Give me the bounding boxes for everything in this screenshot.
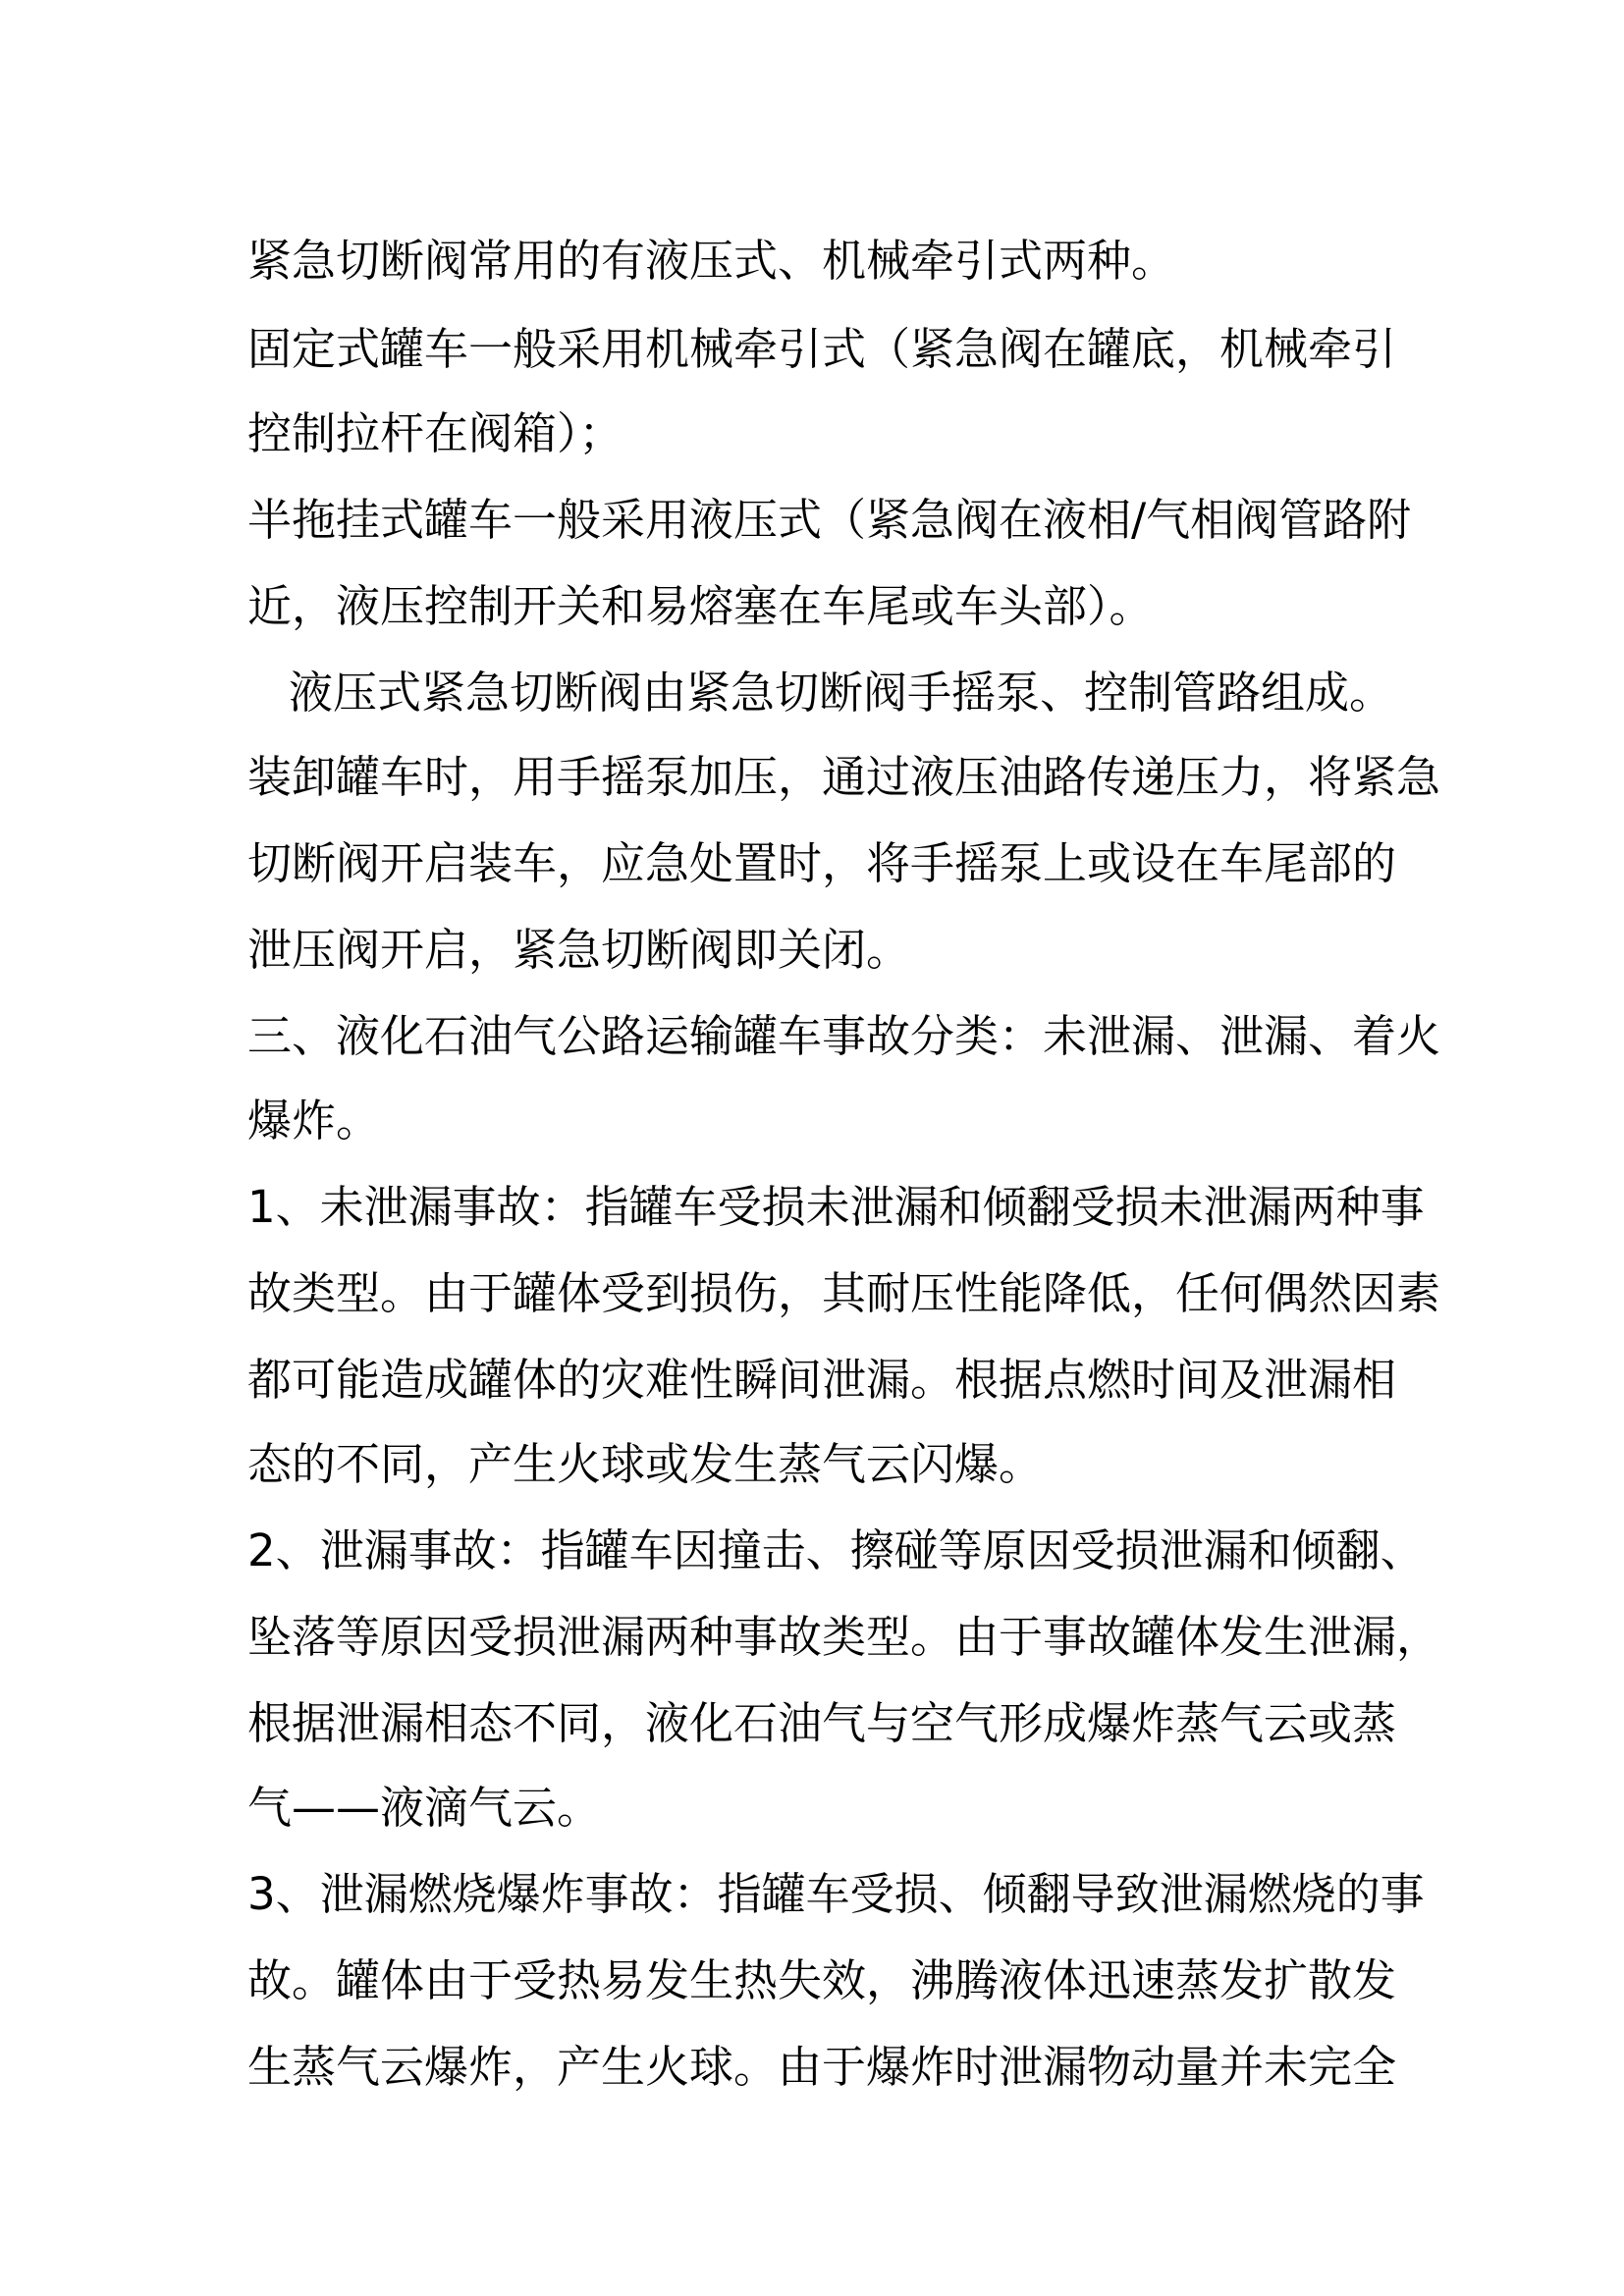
text-line: 都可能造成罐体的灾难性瞬间泄漏。根据点燃时间及泄漏相	[247, 1354, 1397, 1406]
text-line: 故。罐体由于受热易发生热失效，沸腾液体迅速蒸发扩散发	[247, 1954, 1397, 2006]
text-line: 3、泄漏燃烧爆炸事故：指罐车受损、倾翻导致泄漏燃烧的事	[247, 1868, 1425, 1920]
text-line: 切断阀开启装车，应急处置时，将手摇泵上或设在车尾部的	[247, 837, 1397, 889]
text-line-indented: 液压式紧急切断阀由紧急切断阀手摇泵、控制管路组成。	[289, 667, 1394, 719]
text-line: 控制拉杆在阀箱）；	[247, 407, 623, 459]
text-line: 生蒸气云爆炸，产生火球。由于爆炸时泄漏物动量并未完全	[247, 2041, 1397, 2093]
text-line: 紧急切断阀常用的有液压式、机械牵引式两种。	[247, 235, 1176, 287]
text-line: 坠落等原因受损泄漏两种事故类型。由于事故罐体发生泄漏，	[247, 1611, 1441, 1663]
text-line: 近，液压控制开关和易熔塞在车尾或车头部）。	[247, 580, 1154, 632]
text-line: 三、液化石油气公路运输罐车事故分类：未泄漏、泄漏、着火	[247, 1010, 1441, 1062]
text-line: 1、未泄漏事故：指罐车受损未泄漏和倾翻受损未泄漏两种事	[247, 1181, 1425, 1233]
text-line: 爆炸。	[247, 1095, 381, 1147]
text-line: 态的不同，产生火球或发生蒸气云闪爆。	[247, 1438, 1044, 1490]
text-line: 故类型。由于罐体受到损伤，其耐压性能降低，任何偶然因素	[247, 1267, 1441, 1319]
text-line: 半拖挂式罐车一般采用液压式（紧急阀在液相/气相阀管路附	[247, 494, 1412, 546]
text-line: 泄压阀开启，紧急切断阀即关闭。	[247, 924, 911, 976]
text-line: 固定式罐车一般采用机械牵引式（紧急阀在罐底，机械牵引	[247, 323, 1397, 375]
text-line: 气——液滴气云。	[247, 1782, 602, 1834]
text-line: 2、泄漏事故：指罐车因撞击、擦碰等原因受损泄漏和倾翻、	[247, 1524, 1425, 1576]
text-line: 装卸罐车时，用手摇泵加压，通过液压油路传递压力，将紧急	[247, 751, 1441, 803]
text-line: 根据泄漏相态不同，液化石油气与空气形成爆炸蒸气云或蒸	[247, 1697, 1397, 1749]
